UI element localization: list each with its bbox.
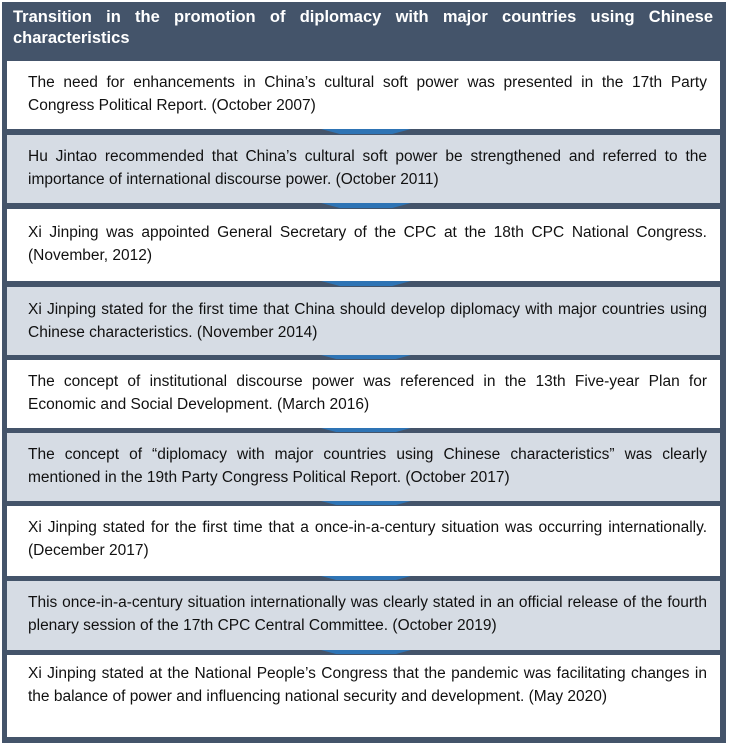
timeline-step-3 [6,208,721,282]
timeline-step-8 [6,580,721,651]
step-text: Hu Jintao recommended that China’s cultural soft power be strengthened and referred to the importance of international discourse power. (October 2011) [28,148,707,188]
step-text: Xi Jinping stated for the first time that a once-in-a-century situation was occurring internationally. (December 2017) [28,519,707,559]
timeline-step-4 [6,286,721,356]
step-text: The concept of institutional discourse power was referenced in the 13th Five-year Plan for Economic and Social Development. (March 2016) [28,373,707,413]
step-text: This once-in-a-century situation internationally was clearly stated in an official release of the fourth plenary session of the 17th CPC Central Committee. (October 2019) [28,594,707,634]
timeline-step-5 [6,359,721,429]
step-text: Xi Jinping was appointed General Secretary of the CPC at the 18th CPC National Congress. (November, 2012) [28,224,707,264]
timeline-step-1 [6,60,721,130]
timeline-step-2 [6,134,721,204]
timeline-step-6 [6,432,721,502]
step-text: Xi Jinping stated at the National People’s Congress that the pandemic was facilitating changes in the balance of power and influencing national security and development. (May 2020) [28,665,707,705]
step-text: The concept of “diplomacy with major countries using Chinese characteristics” was clearly mentioned in the 19th Party Congress Political Report. (October 2017) [28,446,707,486]
timeline-step-9 [6,654,721,738]
step-text: The need for enhancements in China’s cultural soft power was presented in the 17th Party Congress Political Report. (October 2007) [28,74,707,114]
timeline-step-7 [6,505,721,577]
step-text: Xi Jinping stated for the first time that China should develop diplomacy with major countries using Chinese characteristics. (November 2014) [28,301,707,341]
diagram-title: Transition in the promotion of diplomacy with major countries using Chinese characteristics [13,8,713,47]
